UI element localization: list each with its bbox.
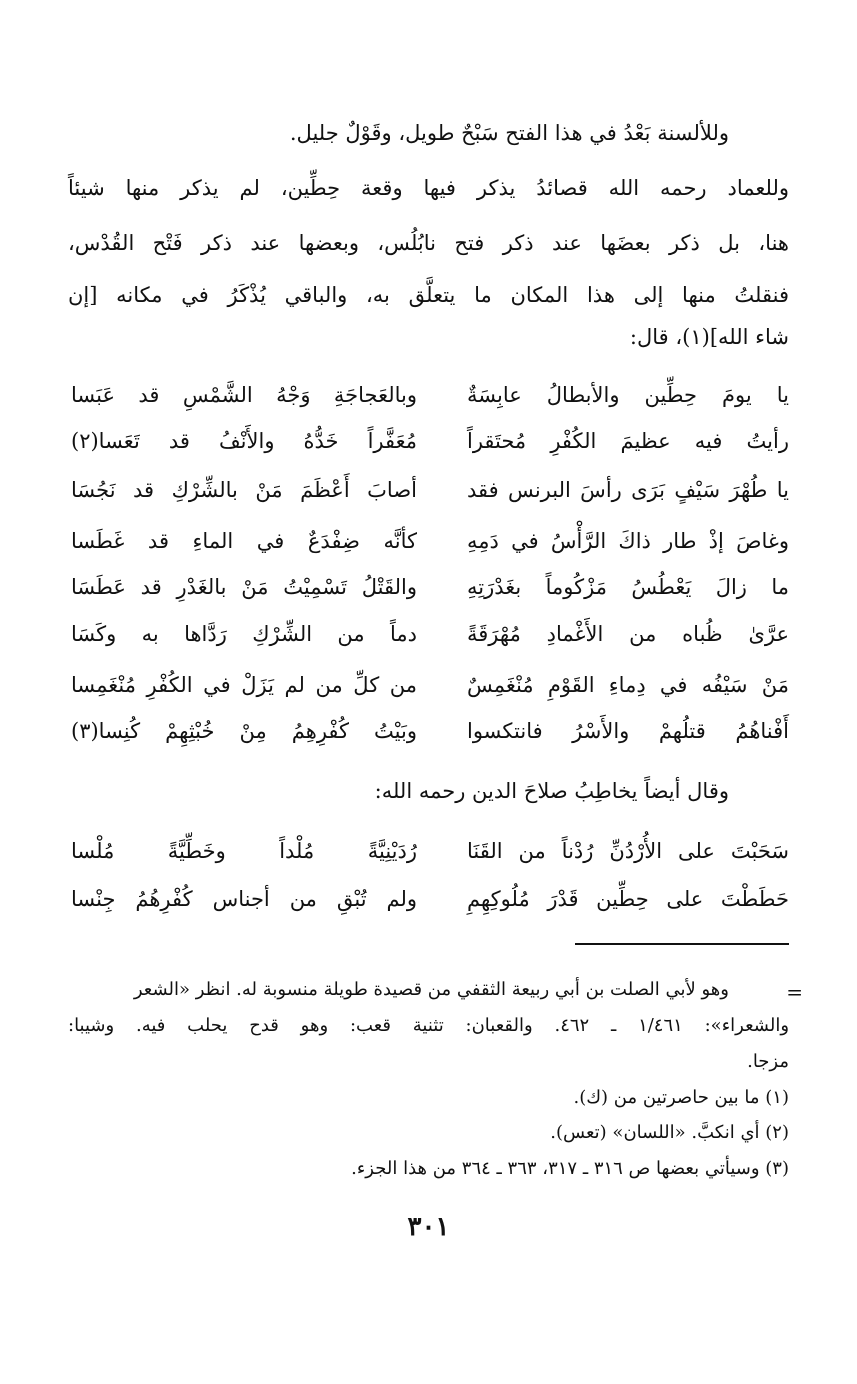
poem1-verse-6-second: دماً من الشِّرْكِ رَدَّاها به وكَسَا	[71, 622, 417, 646]
footnote-1: (١) ما بين حاصرتين من (ك).	[573, 1087, 789, 1108]
poem1-verse-4-second: كأنَّه ضِفْدَعٌ في الماءِ قد غَطَسا	[71, 529, 417, 553]
poem1-verse-8-first: أَفْناهُمُ قتلُهمْ والأَسْرُ فانتكسوا	[467, 719, 789, 743]
poem1-verse-1-second: وبالعَجاجَةِ وَجْهُ الشَّمْسِ قد عَبَسا	[71, 383, 417, 407]
poem1-verse-7-first: مَنْ سَيْفُه في دِماءِ القَوْمِ مُنْغَمِسٌ	[467, 673, 789, 697]
poem1-verse-7-second: من كلِّ من لم يَزَلْ في الكُفْرِ مُنْغَمِسا	[71, 673, 417, 697]
paragraph-line-2: هنا، بل ذكر بعضَها عند ذكر فتح نابُلُس، وبعضها عند ذكر فَتْح القُدْس،	[68, 231, 789, 255]
poem1-verse-2-second: مُعَفَّراً خَدُّهُ والأَنْفُ قد تَعَسا(٢)	[71, 429, 417, 453]
poem1-verse-3-second: أصابَ أَعْظَمَ مَنْ بالشِّرْكِ قد نَجُسَا	[71, 478, 417, 502]
poem2-verse-2-first: حَطَطْتَ على حِطِّين قَدْرَ مُلُوكِهِمِ	[467, 887, 789, 911]
footnote-continuation-line-1: وهو لأبي الصلت بن أبي ربيعة الثقفي من قصيدة طويلة منسوبة له. انظر «الشعر	[133, 979, 729, 1000]
paragraph-line-1: وللعماد رحمه الله قصائدُ يذكر فيها وقعة حِطِّين، لم يذكر منها شيئاً	[68, 176, 789, 200]
poem1-verse-2-first: رأيتُ فيه عظيمَ الكُفْرِ مُحتَقراً	[467, 429, 789, 453]
footnote-continuation-line-3: مزجا.	[747, 1051, 789, 1072]
footnote-separator	[575, 943, 789, 945]
poem1-verse-5-second: والقَتْلُ تَسْمِيْتُ مَنْ بالغَدْرِ قد عَطَسَا	[71, 575, 417, 599]
footnote-2: (٢) أي انكبَّ. «اللسان» (تعس).	[550, 1122, 789, 1143]
poem2-verse-1-first: سَحَبْتَ على الأُرْدُنِّ رُدْناً من القَنَا	[467, 839, 789, 863]
poem1-verse-4-first: وغاصَ إذْ طار ذاكَ الرَّأْسُ في دَمِهِ	[467, 529, 789, 553]
poem1-verse-1-first: يا يومَ حِطِّين والأبطالُ عابِسَةٌ	[467, 383, 789, 407]
poem2-verse-2-second: ولم تُبْقِ من أجناس كُفْرِهُمُ جِنْسا	[71, 887, 417, 911]
footnote-continuation-line-2: والشعراء»: ١/٤٦١ ـ ٤٦٢. والقعبان: تثنية قعب: وهو قدح يحلب فيه. وشيبا:	[68, 1015, 790, 1036]
poem1-verse-6-first: عرَّىٰ ظُباه من الأَغْمادِ مُهْرَقَةً	[467, 622, 789, 646]
poem1-verse-5-first: ما زالَ يَعْطُسُ مَزْكُوماً بغَدْرَتِهِ	[467, 575, 789, 599]
poem1-verse-3-first: يا طُهْرَ سَيْفٍ بَرَى رأسَ البرنس فقد	[467, 478, 789, 502]
poem2-verse-1-second: رُدَيْنِيَّةً مُلْداً وخَطِّيَّةً مُلْسا	[71, 839, 417, 863]
poem1-verse-8-second: وبَيْتُ كُفْرِهِمُ مِنْ خُبْثِهِمْ كُنِسا(٣)	[71, 719, 417, 743]
footnote-3: (٣) وسيأتي بعضها ص ٣١٦ ـ ٣١٧، ٣٦٣ ـ ٣٦٤ من هذا الجزء.	[351, 1158, 789, 1179]
paragraph-line-3: فنقلتُ منها إلى هذا المكان ما يتعلَّق به، والباقي يُذْكَرُ في مكانه [إن	[68, 283, 789, 307]
page-number: ٣٠١	[407, 1212, 450, 1242]
transition-line: وقال أيضاً يخاطِبُ صلاحَ الدين رحمه الله:	[374, 779, 729, 803]
footnote-continuation-marker: =	[786, 980, 803, 1004]
paragraph-line-4: شاء الله](١)، قال:	[629, 325, 789, 349]
intro-line: وللألسنة بَعْدُ في هذا الفتح سَبْحٌ طويل، وقَوْلٌ جليل.	[289, 121, 729, 145]
